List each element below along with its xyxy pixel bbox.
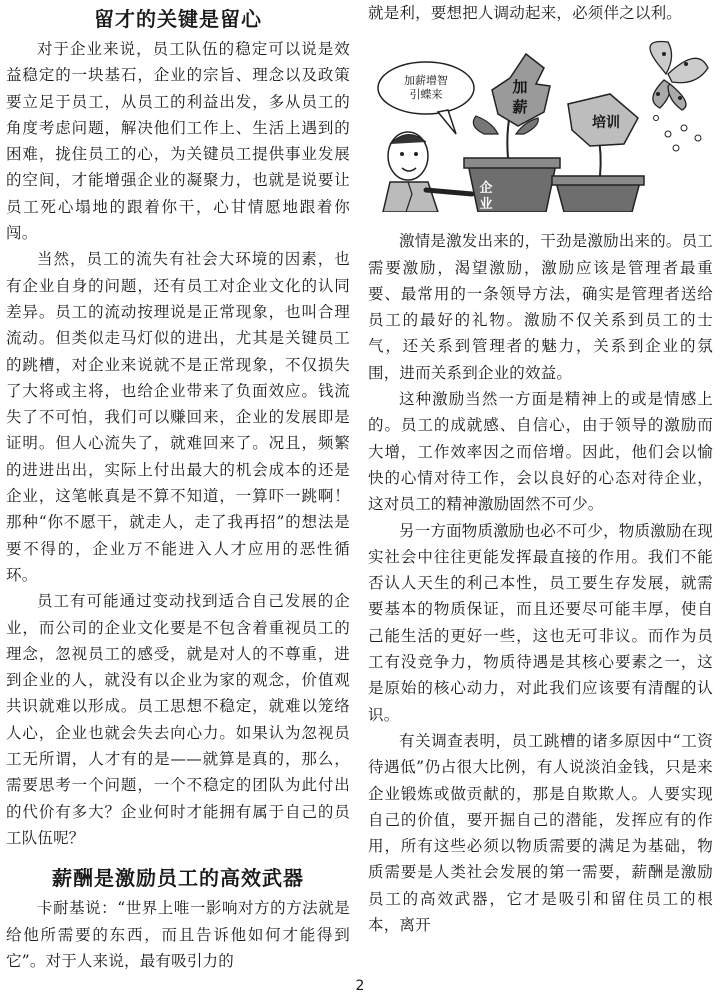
paragraph: 对于企业来说，员工队伍的稳定可以说是效益稳定的一块基石，企业的宗旨、理念以及政策要立足于员工，从员工的利益出发，多从员工的角度考虑问题，解决他们工作上、生活上遇到的困难，拢住员工的心，为关键员工提供事业发展的空间，才能增强企业的凝聚力，也就是说要让员工死心塌地的跟着你干，心甘情愿地跟着你闯。: [6, 40, 350, 243]
paragraph: 这种激励当然一方面是精神上的或是情感上的。员工的成就感、自信心，由于领导的激励而大增，工作效率因之而倍增。因此，他们会以愉快的心情对待工作，会以良好的心态对待企业，这对员工的精神激励固然不可少。: [368, 390, 713, 514]
section-title-salary-weapon: 薪酬是激励员工的高效武器: [52, 866, 304, 891]
leaf-right-text: 培训: [592, 115, 620, 132]
paragraph-continuation: 就是利，要想把人调动起来，必须伴之以利。: [368, 4, 683, 22]
manager-figure: [383, 132, 472, 212]
paragraph: 员工有可能通过变动找到适合自己发展的企业，而公司的企业文化要是不包含着重视员工的理念，忽视员工的感受，就是对人的不尊重，进到企业的人，就没有以企业为家的观念，价值观共识就难以形成。员工思想不稳定，就难以笼络人心，企业也就会失去向心力。如果认为忽视员工无所谓，人才有的是——就算是真的，那么，需要思考一个问题，一个不稳定的团队为此付出的代价有多大？企业何时才能拥有属于自己的员工队伍呢？: [6, 592, 350, 847]
section-title-retain-heart: 留才的关键是留心: [94, 7, 262, 31]
speech-bubble-text-line1: 加薪增智: [404, 74, 448, 88]
paragraph: 另一方面物质激励也必不可少，物质激励在现实社会中往往更能发挥最直接的作用。我们不能否认人天生的利己本性，员工要生存发展，就需要基本的物质保证，而且还要尽可能丰厚，使自己能生活的更好一些，这也无可非议。而作为员工有没竞争力，物质待遇是其核心要素之一，这是原始的核心动力，对此我们应该要有清醒的认识。: [368, 521, 714, 724]
leaf-left-text-char2: 薪: [512, 98, 528, 117]
paragraph: 有关调查表明，员工跳槽的诸多原因中“工资待遇低”仍占很大比例，有人说淡泊金钱，只是来企业锻炼或做贡献的，那是自欺欺人。人要实现自己的价值，要开掘自己的潜能，发挥应有的作用，所有这些必须以物质需要的满足为基础，物质需要是人类社会发展的第一需要，薪酬是激励员工的高效武器，它才是吸引和留住员工的根本，离开: [368, 731, 713, 935]
paragraph: 当然，员工的流失有社会大环境的因素，也有企业自身的问题，还有员工对企业文化的认同差异。员工的流动按理说是正常现象，也叫合理流动。但类似走马灯似的进出，尤其是关键员工的跳槽，对企业来说就不是正常现象，不仅损失了大将或主将，也给企业带来了负面效应。钱流失了不可怕，我们可以赚回来，企业的发展即是证明。但人心流失了，就难回来了。况且，频繁的进进出出，实际上付出最大的机会成本的还是企业，这笔帐真是不算不知道，一算吓一跳啊！那种“你不愿干，就走人，走了我再招”的想法是要不得的，企业万不能进入人才应用的恶性循环。: [6, 250, 350, 584]
pot-training: [552, 94, 644, 212]
pot-label-char1: 企: [479, 181, 493, 197]
cartoon-illustration: [368, 34, 713, 212]
paragraph: 卡耐基说：“世界上唯一影响对方的方法就是给他所需要的东西，而且告诉他如何才能得到它”。对于人来说，最有吸引力的: [6, 899, 350, 970]
petals: [654, 116, 702, 152]
pot-salary: [464, 54, 560, 212]
right-column: [368, 0, 713, 938]
left-column: [6, 0, 350, 974]
pot-label-char2: 业: [479, 197, 493, 213]
butterfly-icon: [650, 42, 708, 111]
speech-bubble-text-line2: 引蝶来: [409, 88, 443, 102]
page-number: 2: [355, 978, 365, 994]
leaf-left-text-char1: 加: [512, 78, 528, 97]
paragraph: 激情是激发出来的，干劲是激励出来的。员工需要激励，渴望激励，激励应该是管理者最重要、最常用的一条领导方法，确实是管理者送给员工的最好的礼物。激励不仅关系到员工的士气，还关系到管理者的魅力，关系到企业的氛围，进而关系到企业的效益。: [368, 232, 714, 382]
speech-bubble: [378, 62, 474, 134]
